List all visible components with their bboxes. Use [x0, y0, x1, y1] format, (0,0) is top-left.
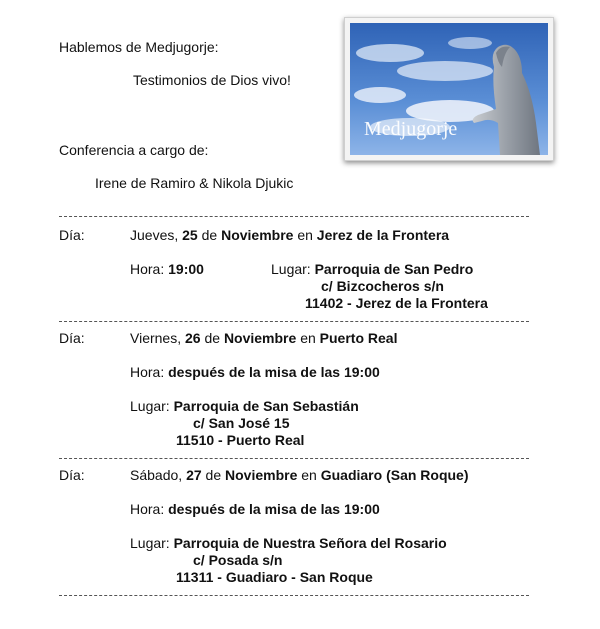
photo-caption: Medjugorje — [364, 118, 458, 140]
event-place: Lugar: Parroquia de Nuestra Señora del Rosario — [130, 535, 447, 551]
divider — [59, 595, 529, 596]
divider — [59, 216, 529, 217]
dia-label: Día: — [59, 227, 85, 243]
event-postal: 11510 - Puerto Real — [176, 432, 305, 448]
page-title: Hablemos de Medjugorje: — [59, 39, 219, 55]
dia-label: Día: — [59, 330, 85, 346]
event-place: Lugar: Parroquia de San Sebastián — [130, 398, 359, 414]
event-street: c/ Bizcocheros s/n — [321, 278, 444, 294]
event-street: c/ San José 15 — [193, 415, 290, 431]
event-time: Hora: después de la misa de las 19:00 — [130, 501, 380, 517]
speakers: Irene de Ramiro & Nikola Djukic — [95, 175, 294, 191]
event-postal: 11311 - Guadiaro - San Roque — [176, 569, 373, 585]
dia-label: Día: — [59, 467, 85, 483]
event-time: Hora: 19:00 — [130, 261, 204, 277]
page-subtitle: Testimonios de Dios vivo! — [133, 72, 291, 88]
event-place: Lugar: Parroquia de San Pedro — [271, 261, 474, 277]
event-date-line: Viernes, 26 de Noviembre en Puerto Real — [130, 330, 398, 346]
event-date-line: Sábado, 27 de Noviembre en Guadiaro (San Roque) — [130, 467, 469, 483]
divider — [59, 321, 529, 322]
event-date-line: Jueves, 25 de Noviembre en Jerez de la Frontera — [130, 227, 450, 243]
divider — [59, 458, 529, 459]
event-street: c/ Posada s/n — [193, 552, 283, 568]
medjugorje-photo — [344, 17, 554, 161]
conference-label: Conferencia a cargo de: — [59, 142, 209, 158]
event-time: Hora: después de la misa de las 19:00 — [130, 364, 380, 380]
event-postal: 11402 - Jerez de la Frontera — [305, 295, 488, 311]
virgin-mary-statue-image — [350, 23, 548, 155]
